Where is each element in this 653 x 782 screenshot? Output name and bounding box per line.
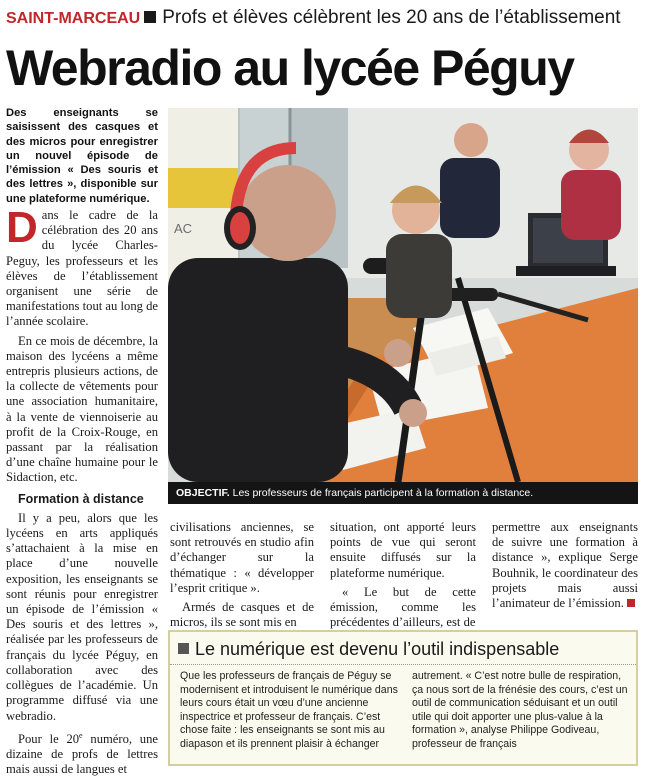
kicker-place: SAINT-MARCEAU bbox=[6, 10, 141, 27]
radio-studio-photo bbox=[168, 108, 638, 482]
box-left-text: Que les professeurs de français de Péguy se modernisent et introduisent le numérique dans leurs cours était un vœu d’une ancienne inspectrice et professeur de français. C’est chose faite : les enseignants se sont mis au diapason et ils prennent plaisir à échanger bbox=[180, 670, 398, 750]
col2-paragraph-a: civilisations anciennes, se sont retrouvés en studio afin d’échanger sur la thématique : « développer l’esprit critique ». bbox=[170, 520, 314, 595]
article-column-2 bbox=[170, 520, 314, 634]
col3-paragraph-a: situation, ont apporté leurs points de vue qui seront ensuite diffusés sur la plateforme numérique. bbox=[330, 520, 476, 580]
box-title bbox=[178, 638, 559, 660]
col4-paragraph bbox=[492, 520, 638, 611]
kicker-deck: Profs et élèves célèbrent les 20 ans de l’établissement bbox=[162, 7, 621, 28]
kicker-square-icon bbox=[144, 11, 156, 23]
kicker bbox=[6, 6, 650, 30]
article-column-1 bbox=[6, 203, 158, 782]
paragraph-3: Il y a peu, alors que les lycéens en arts appliqués s’attachaient à la mise en place d’une nouvelle exposition, les enseignants se sont réunis pour enregistrer un épisode de l’émission « Des souris et des lettres », réalisée par les professeurs de français du lycée Péguy, en collaboration avec des collègues de l’académie. Un programme diffusé via une webradio. bbox=[6, 510, 158, 723]
article-photo bbox=[168, 108, 638, 482]
paragraph-4-sup: e bbox=[79, 730, 83, 740]
headline: Webradio au lycée Péguy bbox=[6, 40, 574, 96]
photo-sign-text: AC bbox=[174, 221, 193, 236]
paragraph-1-text: ans le cadre de la célébration des 20 ans du lycée Charles-Peguy, les professeurs et les élèves de l’établissement organisent une série de manifestations tout au long de l’année scolaire. bbox=[6, 208, 158, 329]
col2-paragraph-b: Armés de casques et de micros, ils se sont mis en bbox=[170, 600, 314, 630]
caption-text: Les professeurs de français participent à la formation à distance. bbox=[232, 487, 534, 499]
sidebar-box bbox=[168, 630, 638, 766]
caption-lead: OBJECTIF. bbox=[176, 487, 230, 499]
box-title-text: Le numérique est devenu l’outil indispensable bbox=[195, 639, 560, 659]
paragraph-4 bbox=[6, 728, 158, 778]
paragraph-1 bbox=[6, 203, 158, 330]
paragraph-2: En ce mois de décembre, la maison des lycéens a même entrepris plusieurs actions, de la collecte de vêtements pour une association humanitaire, à la vente de viennoiserie au profit de la Croix-Rouge, en passant par la réalisation d’une chaîne humaine pour le Sidaction, etc. bbox=[6, 333, 158, 485]
photo-caption bbox=[168, 482, 638, 504]
article-column-3 bbox=[330, 520, 476, 634]
article-column-4 bbox=[492, 520, 638, 615]
box-square-icon bbox=[178, 643, 189, 654]
chapo: Des enseignants se saisissent des casques et des micros pour enregistrer un nouvel épisode de l’émission « Des souris et des lettres », disponible sur une plateforme numérique. bbox=[6, 107, 158, 205]
paragraph-4-a: Pour le 20 bbox=[18, 731, 80, 746]
end-of-article-icon bbox=[627, 599, 635, 607]
subhead: Formation à distance bbox=[18, 491, 144, 506]
paragraph-4-b: numéro, une dizaine de profs de lettres mais aussi de langues et bbox=[6, 731, 158, 777]
dropcap: D bbox=[6, 203, 38, 252]
box-column-left bbox=[180, 670, 402, 752]
box-right-text: autrement. « C’est notre bulle de respiration, ça nous sort de la frénésie des cours, c’est un outil de communication séduisant et un outil utile qui doit apporter une plus-value à la formation », analyse Philippe Godiveau, professeur de français bbox=[412, 670, 628, 750]
col3-paragraph-b: « Le but de cette émission, comme les précédentes d’ailleurs, est de bbox=[330, 584, 476, 630]
box-column-right bbox=[412, 670, 634, 752]
col4-text: permettre aux enseignants de suivre une formation à distance », explique Serge Bouhnik, le coordinateur des projets mais aussi l’animateur de l’émission. bbox=[492, 520, 638, 611]
box-divider bbox=[170, 664, 636, 665]
